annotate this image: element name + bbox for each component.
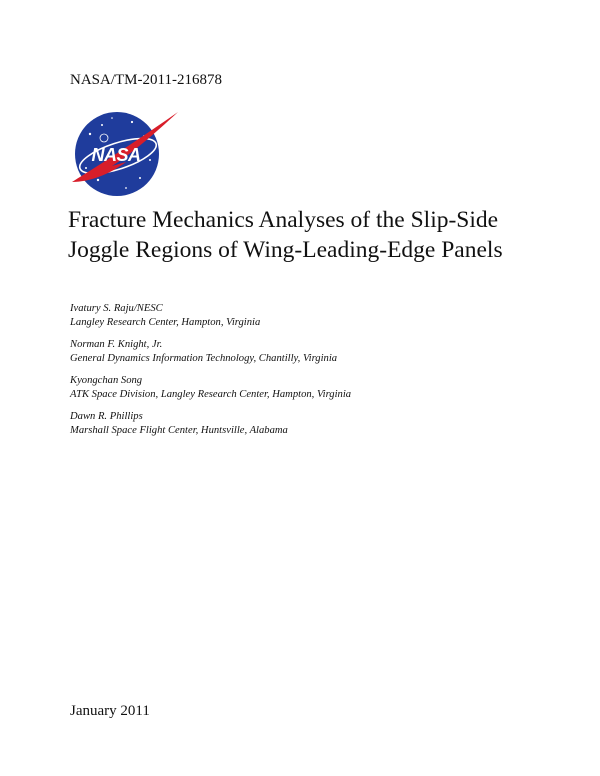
- author-entry: [70, 374, 530, 401]
- author-affiliation: General Dynamics Information Technology, Chantilly, Virginia: [70, 352, 338, 364]
- author-name: Dawn R. Phillips: [70, 411, 143, 422]
- author-name: Norman F. Knight, Jr.: [70, 339, 163, 350]
- author-entry: [70, 338, 530, 365]
- author-name: Ivatury S. Raju/NESC: [70, 303, 163, 314]
- publication-date: January 2011: [70, 703, 150, 719]
- report-number: NASA/TM-2011-216878: [70, 72, 222, 88]
- author-affiliation: Langley Research Center, Hampton, Virginia: [70, 316, 261, 328]
- author-affiliation: Marshall Space Flight Center, Huntsville, Alabama: [70, 424, 288, 436]
- author-list: [70, 302, 530, 446]
- author-affiliation: ATK Space Division, Langley Research Center, Hampton, Virginia: [70, 388, 352, 400]
- report-title: [68, 205, 548, 265]
- svg-text:NASA: NASA: [91, 145, 141, 165]
- author-entry: [70, 302, 530, 329]
- author-name: Kyongchan Song: [70, 375, 143, 386]
- author-entry: [70, 410, 530, 437]
- title-line-2: Joggle Regions of Wing-Leading-Edge Panels: [68, 237, 503, 263]
- title-line-1: Fracture Mechanics Analyses of the Slip-Side: [68, 207, 499, 233]
- nasa-logo-icon: [68, 108, 180, 200]
